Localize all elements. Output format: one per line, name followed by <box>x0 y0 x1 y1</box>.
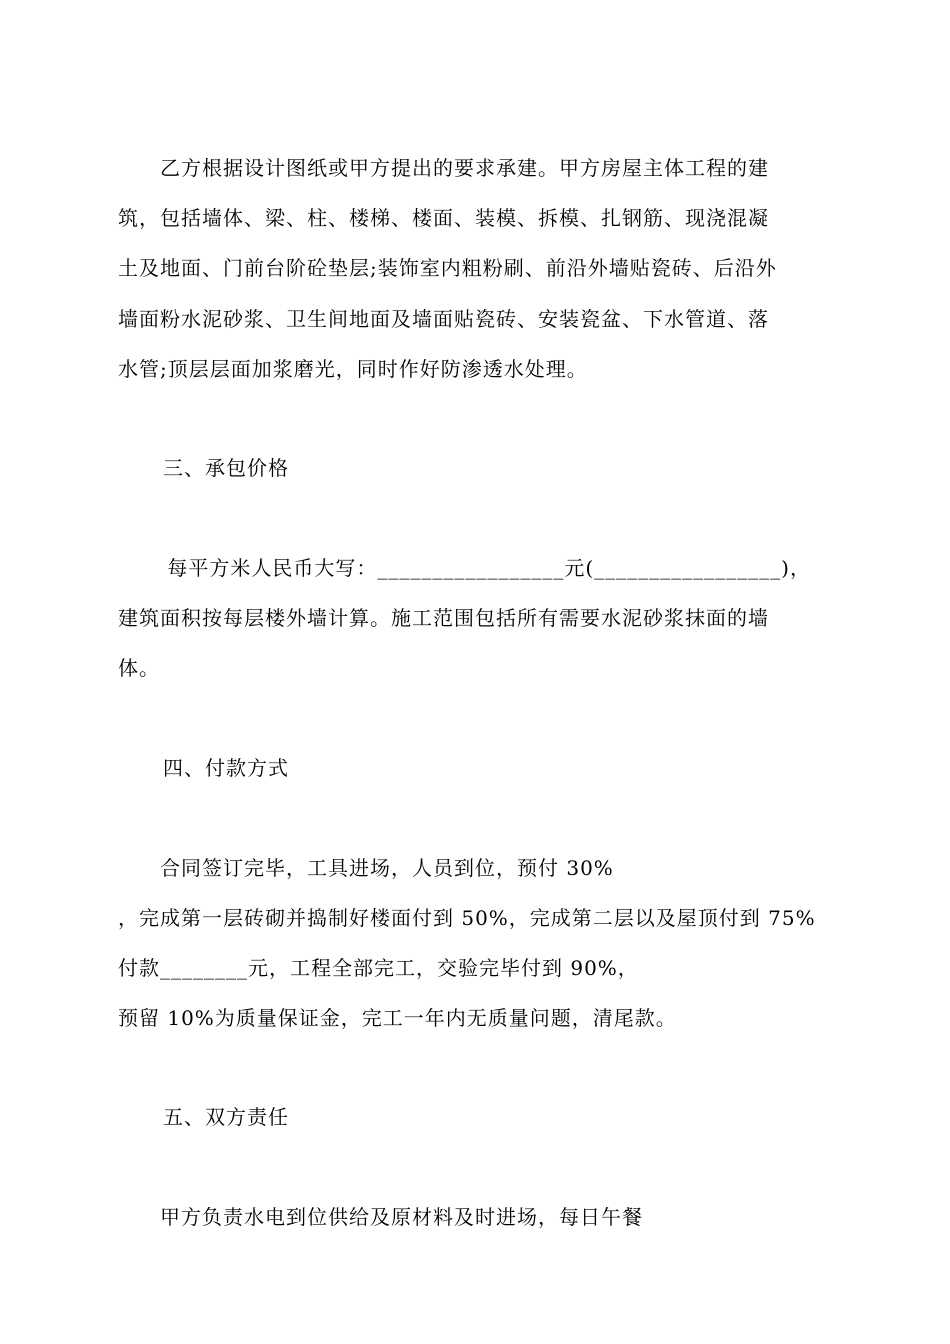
text-line: 付款________元，工程全部完工，交验完毕付到 90%， <box>118 956 639 980</box>
text-line: 筑，包括墙体、梁、柱、楼梯、楼面、装模、拆模、扎钢筋、现浇混凝 <box>118 206 769 230</box>
text-line: 体。 <box>118 656 160 680</box>
text-line: 每平方米人民币大写：_________________元(_________________)， <box>118 556 811 580</box>
text-line: 土及地面、门前台阶砼垫层;装饰室内粗粉刷、前沿外墙贴瓷砖、后沿外 <box>118 256 777 280</box>
section-heading-price: 三、承包价格 <box>163 456 289 480</box>
section-heading-duties: 五、双方责任 <box>163 1105 289 1129</box>
text-line: 合同签订完毕，工具进场，人员到位，预付 30% <box>118 856 614 880</box>
text-line: 预留 10%为质量保证金，完工一年内无质量问题，清尾款。 <box>118 1006 677 1030</box>
text-line: 建筑面积按每层楼外墙计算。施工范围包括所有需要水泥砂浆抹面的墙 <box>118 606 769 630</box>
text-line: 甲方负责水电到位供给及原材料及时进场，每日午餐 <box>118 1205 643 1229</box>
text-line: ，完成第一层砖砌并捣制好楼面付到 50%，完成第二层以及屋顶付到 75% <box>118 906 816 930</box>
text-line: 水管;顶层层面加浆磨光，同时作好防渗透水处理。 <box>118 357 588 381</box>
text-line: 乙方根据设计图纸或甲方提出的要求承建。甲方房屋主体工程的建 <box>118 156 769 180</box>
text-line: 墙面粉水泥砂浆、卫生间地面及墙面贴瓷砖、安装瓷盆、下水管道、落 <box>118 307 769 331</box>
section-heading-payment: 四、付款方式 <box>163 756 289 780</box>
